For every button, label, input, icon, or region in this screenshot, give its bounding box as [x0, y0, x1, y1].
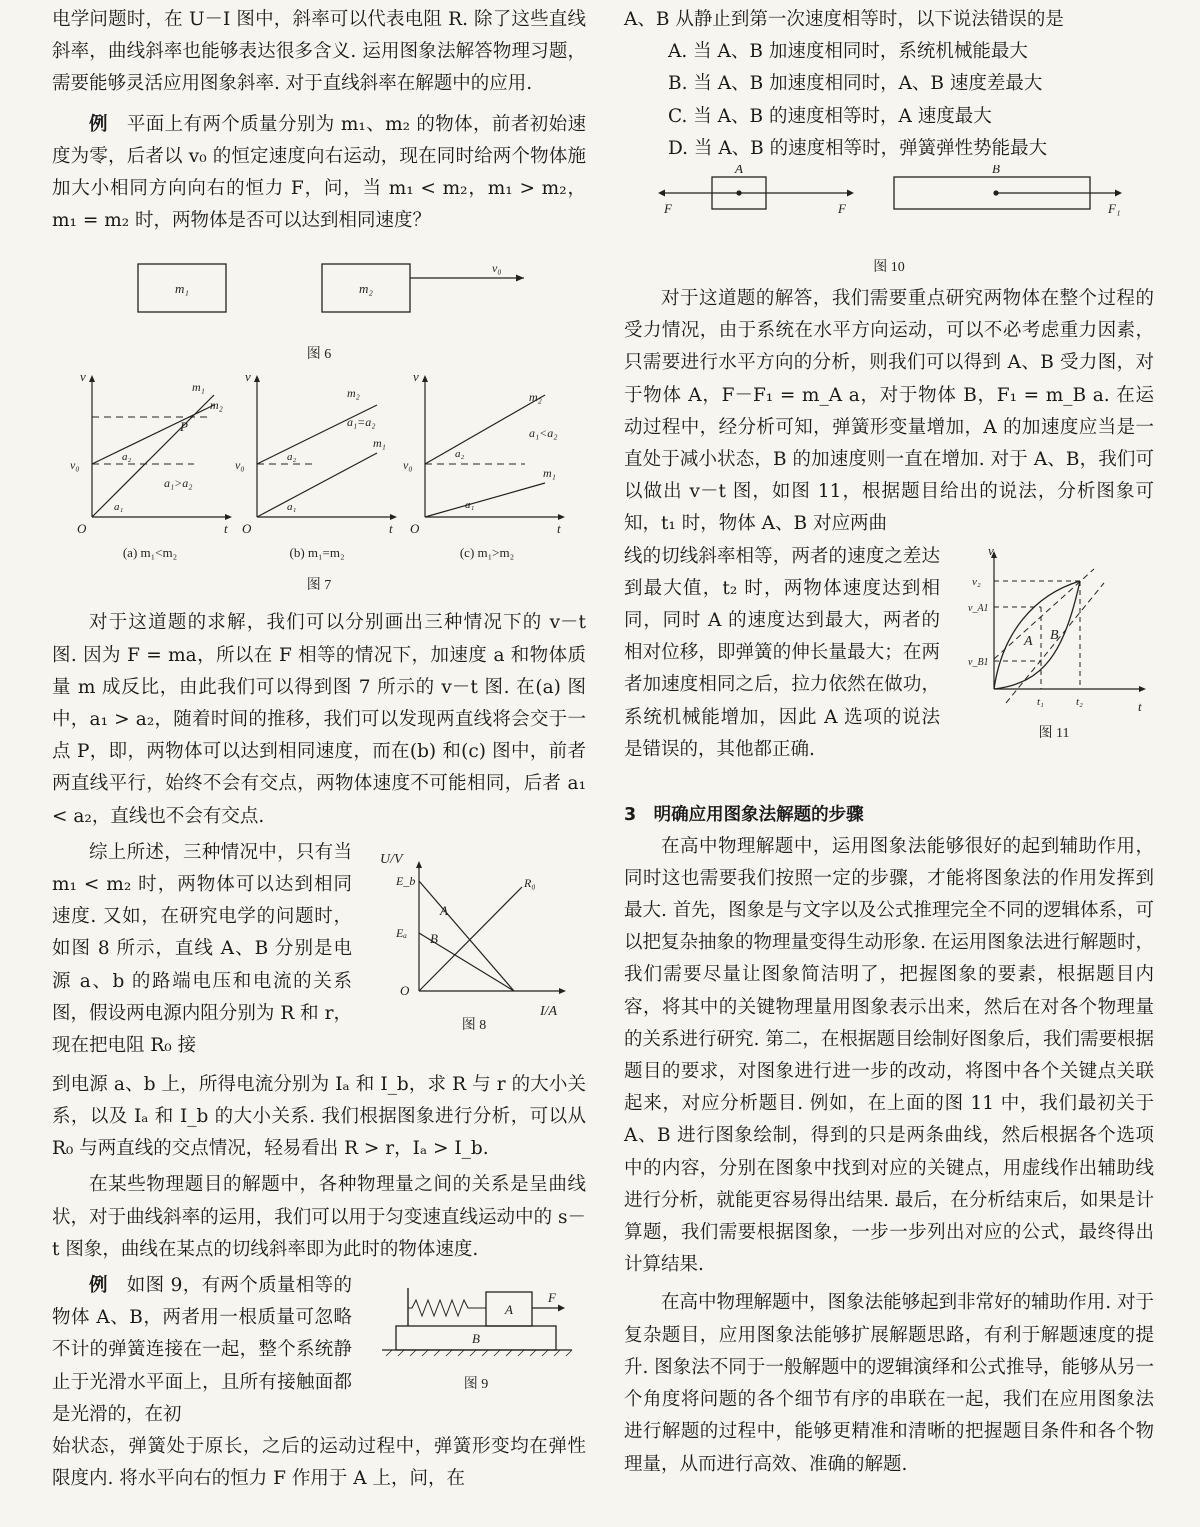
figure-10	[624, 165, 1154, 279]
fig7b-a1: a₁	[287, 501, 297, 514]
fig7a-a2: a₂	[122, 451, 132, 464]
fig7a-axis-t: t	[224, 521, 228, 537]
fig11-curve-b	[994, 581, 1080, 689]
curve-paragraph: 在某些物理题目的解题中，各种物理量之间的关系是呈曲线状，对于曲线斜率的运用，我们可以用于匀变速直线运动中的 s－t 图象，曲线在某点的切线斜率即为此时的物体速度.	[52, 1174, 586, 1260]
fig7b-subcaption: (b) m₁=m₂	[289, 545, 345, 561]
fig11-axis-t: t	[1138, 698, 1142, 714]
fig7a-a1: a₁	[114, 501, 124, 514]
fig7b-v0: v₀	[235, 458, 245, 473]
fig7b-m1: m₁	[373, 436, 386, 451]
fig8-eb: E_b	[396, 873, 416, 888]
fig7-caption: 图 7	[306, 578, 332, 594]
figure-8-svg	[374, 843, 584, 1043]
fig8-xlabel: I/A	[540, 1003, 558, 1019]
fig11-caption: 图 11	[1038, 725, 1070, 741]
figure-6-svg	[52, 237, 586, 367]
analysis-paragraph: 对于这道题的解答，我们需要重点研究两物体在整个过程的受力情况，由于系统在水平方向运动，可以不必考虑重力因素，只需要进行水平方向的分析，则我们可以得到 A、B 受力图，对于物体 A，F－F₁ = m_A a，对于物体 B，F₁ = m_B a. 在运动过程中，经分析可知，弹簧形变量增加，A 的加速度应当是一直处于减小状态，B 的加速度则一直在增加. 对于 A、B，我们可以做出 v－t 图，如图 11，根据题目给出的说法，分析图象可知，t₁ 时，物体 A、B 对应两曲	[624, 288, 1154, 535]
example-label: 例	[89, 113, 108, 135]
fig7a-m1: m₁	[192, 380, 205, 395]
fig11-t2: t₂	[1076, 695, 1083, 708]
fig7c-axis-t: t	[557, 521, 561, 537]
conclusion-paragraph: 在高中物理解题中，图象法能够起到非常好的辅助作用. 对于复杂题目，应用图象法能够扩展解题思路，有利于解题速度的提升. 图象法不同于一般解题中的逻辑演绎和公式推导，能够从另一个角度将问题的各个细节有序的串联在一起，我们在应用图象法进行解题的过程中，能够更精准和清晰的把握题目条件和各个物理量，从而进行高效、准确的解题.	[624, 1292, 1154, 1475]
option-a: A. 当 A、B 加速度相同时，系统机械能最大	[668, 41, 1028, 63]
fig7b-origin: O	[242, 521, 252, 537]
fig8-caption: 图 8	[461, 1017, 487, 1033]
summary-wrap-block	[52, 837, 586, 1069]
fig10-label-b: B	[992, 165, 1000, 177]
figure-6	[52, 237, 586, 367]
question-stem: A、B 从静止到第一次速度相等时，以下说法错误的是	[624, 9, 1064, 30]
fig10-arrowhead-icon	[847, 190, 854, 197]
fig8-label-b: B	[430, 930, 438, 946]
x-arrowhead-icon	[558, 514, 565, 520]
fig10-label-f1: F₁	[1108, 201, 1121, 217]
summary-paragraph-rest: 到电源 a、b 上，所得电流分别为 Iₐ 和 I_b，求 R 与 r 的大小关系，以及 Iₐ 和 I_b 的大小关系. 我们根据图象进行分析，可以从 R₀ 与两直线的交点情况，轻易看出 R > r，Iₐ > I_b.	[52, 1073, 586, 1160]
analysis-wrap-block	[624, 541, 1154, 799]
figure-7	[52, 367, 586, 607]
fig8-label-a: A	[440, 902, 448, 918]
fig7a-origin: O	[77, 521, 87, 537]
fig8-ylabel: U/V	[380, 851, 403, 867]
y-arrowhead-icon	[416, 861, 422, 868]
fig11-tangent-b	[1006, 583, 1104, 703]
option-c: C. 当 A、B 的速度相等时，A 速度最大	[668, 105, 992, 127]
y-arrowhead-icon	[254, 375, 260, 382]
fig7a-axis-v: v	[80, 369, 86, 385]
fig7b-graph	[235, 369, 397, 560]
fig7c-m1: m₁	[543, 466, 556, 481]
fig7c-a2: a₂	[455, 448, 465, 461]
solution-paragraph: 对于这道题的求解，我们可以分别画出三种情况下的 v－t 图. 因为 F = ma，所以在 F 相等的情况下，加速度 a 和物体质量 m 成反比，由此我们可以得到图 7 所示的 v－t 图. 在(a) 图中，a₁ > a₂，随着时间的推移，我们可以发现两直线将会交于一点 P，即，两物体可以达到相同速度，而在(b) 和(c) 图中，前者两直线平行，始终不会有交点，两物体速度不可能相同，后者 a₁ < a₂，直线也不会有交点.	[52, 612, 586, 827]
fig8-origin: O	[400, 982, 410, 998]
example2-paragraph-wrap	[52, 1270, 352, 1431]
right-column	[624, 0, 1154, 1481]
fig7b-a2: a₂	[287, 451, 297, 464]
example2-paragraph-rest: 始状态，弹簧处于原长，之后的运动过程中，弹簧形变均在弹性限度内. 将水平向右的恒力 F 作用于 A 上，问，在	[52, 1436, 586, 1490]
fig9-arrowhead-icon	[558, 1305, 565, 1312]
fig7b-line-m1	[257, 453, 377, 517]
y-arrowhead-icon	[422, 375, 428, 382]
fig11-vb1: v_B1	[968, 656, 989, 668]
fig6-m1-label: m₁	[175, 281, 189, 297]
fig9-label-b: B	[472, 1331, 480, 1347]
x-arrowhead-icon	[225, 514, 232, 520]
fig10-label-f-mid: F	[838, 201, 846, 217]
fig10-label-f-left: F	[664, 201, 672, 217]
fig7a-v0: v₀	[70, 458, 80, 473]
fig10-arrowhead-icon	[658, 190, 665, 197]
fig9-label-f: F	[548, 1290, 556, 1306]
fig7c-v0: v₀	[403, 458, 413, 473]
fig11-label-b: B	[1050, 627, 1059, 643]
left-column	[52, 0, 586, 1495]
figure-9-svg	[382, 1274, 582, 1398]
fig10-label-a: A	[735, 165, 743, 177]
fig6-arrowhead-icon	[516, 275, 524, 282]
fig8-label-r0: R₀	[524, 875, 536, 890]
fig7c-origin: O	[410, 521, 420, 537]
section-heading-3: 3 明确应用图象法解题的步骤	[624, 804, 864, 825]
example2-wrap-block	[52, 1270, 586, 1431]
fig6-caption: 图 6	[306, 347, 332, 363]
analysis-paragraph-wrap: 线的切线斜率相等，两者的速度之差达到最大值，t₂ 时，两物体速度达到相同，同时 A 的速度达到最大，两者的相对位移，即弹簧的伸长量最大；在两者加速度相同之后，拉力依然在做功，系统机械能增加，因此 A 选项的说法是错误的，其他都正确.	[624, 545, 940, 760]
example1-paragraph	[52, 109, 586, 238]
example2-label: 例	[89, 1275, 108, 1297]
fig7b-line-m2	[257, 405, 377, 464]
figure-11-svg	[954, 543, 1154, 743]
fig7c-m2: m₂	[529, 390, 542, 405]
option-d: D. 当 A、B 的速度相等时，弹簧弹性势能最大	[668, 137, 1048, 159]
steps-paragraph: 在高中物理解题中，运用图象法能够很好的起到辅助作用，同时这也需要我们按照一定的步骤，才能将图象法的作用发挥到最大. 首先，图象是与文字以及公式推理完全不同的逻辑体系，可以把复杂抽象的物理量变得生动形象. 在运用图象法进行解题时，我们需要尽量让图象简洁明了，把握图象的要素，根据题目内容，将其中的关键物理量用图象表示出来，然后在对各个物理量的关系进行研究. 第二，在根据题目绘制好图象后，我们需要根据题目的要求，对图象进行进一步的改动，将图中各个关键点关联起来，对应分析题目. 例如，在上面的图 11 中，我们最初关于 A、B 进行图象绘制，得到的只是两条曲线，然后根据各个选项中的内容，分别在图象中找到对应的关键点，用虚线作出辅助线进行分析，就能更容易得出结果. 最后，在分析结束后，如果是计算题，我们需要根据图象，一步一步列出对应的公式，最终得出计算结果.	[624, 835, 1154, 1276]
x-arrowhead-icon	[1139, 686, 1146, 692]
fig7a-m2: m₂	[210, 398, 223, 413]
fig7b-m2: m₂	[347, 386, 360, 401]
fig11-t1: t₁	[1037, 695, 1044, 708]
fig7c-a1: a₁	[465, 499, 475, 512]
fig7a-point-p: P	[180, 419, 188, 435]
fig7c-axis-v: v	[413, 369, 419, 385]
example1-text: 平面上有两个质量分别为 m₁、m₂ 的物体，前者初始速度为零，后者以 v₀ 的恒定速度向右运动，现在同时给两个物体施加大小相同方向向右的恒力 F，问，当 m₁ < m₂，m₁ > m₂，m₁ = m₂ 时，两物体是否可以达到相同速度？	[52, 113, 586, 232]
x-arrowhead-icon	[559, 988, 566, 994]
fig7c-line-m1	[425, 483, 545, 517]
fig9-label-a: A	[505, 1302, 513, 1318]
fig7a-relation: a₁>a₂	[164, 476, 193, 491]
fig7c-subcaption: (c) m₁>m₂	[459, 545, 515, 561]
fig7a-subcaption: (a) m₁<m₂	[122, 545, 178, 561]
fig11-axis-v: v	[988, 542, 994, 558]
x-arrowhead-icon	[390, 514, 397, 520]
fig7b-axis-t: t	[389, 521, 393, 537]
fig7c-graph	[403, 369, 565, 560]
fig11-label-a: A	[1024, 633, 1033, 649]
summary-paragraph-wrap: 综上所述，三种情况中，只有当 m₁ < m₂ 时，两物体可以达到相同速度. 又如，在研究电学的问题时，如图 8 所示，直线 A、B 分别是电源 a、b 的路端电压和电流的关系图，假设两电源内阻分别为 R 和 r，现在把电阻 R₀ 接	[52, 841, 352, 1057]
fig7b-relation: a₁=a₂	[347, 415, 376, 430]
example2-text: 如图 9，有两个质量相等的物体 A、B，两者用一根质量可忽略不计的弹簧连接在一起，整个系统静止于光滑水平面上，且所有接触面都是光滑的，在初	[52, 1275, 352, 1425]
fig7b-axis-v: v	[245, 369, 251, 385]
fig11-va1: v_A1	[968, 602, 989, 614]
figure-7-svg	[52, 367, 586, 607]
intro-paragraph: 电学问题时，在 U－I 图中，斜率可以代表电阻 R. 除了这些直线斜率，曲线斜率也能够表达很多含义. 运用图象法解答物理习题，需要能够灵活应用图象斜率. 对于直线斜率在解题中的应用.	[52, 9, 586, 95]
fig8-ea: Eₐ	[396, 925, 407, 940]
fig10-caption: 图 10	[873, 260, 905, 276]
fig7a-line-m2	[92, 405, 214, 464]
y-arrowhead-icon	[89, 375, 95, 382]
fig10-arrowhead-icon	[1115, 190, 1122, 197]
fig7c-line-m2	[425, 395, 545, 464]
fig9-ground-hatch	[386, 1350, 572, 1356]
fig6-m2-label: m₂	[359, 281, 373, 297]
option-b: B. 当 A、B 加速度相同时，A、B 速度差最大	[668, 73, 1043, 95]
fig9-spring-icon	[408, 1300, 486, 1316]
fig7c-relation: a₁<a₂	[529, 426, 558, 441]
fig11-v2: v₂	[972, 575, 981, 588]
fig6-v0-label: v₀	[492, 261, 502, 276]
fig9-caption: 图 9	[463, 1377, 489, 1393]
fig7a-graph	[70, 369, 232, 560]
figure-10-svg	[624, 165, 1154, 279]
